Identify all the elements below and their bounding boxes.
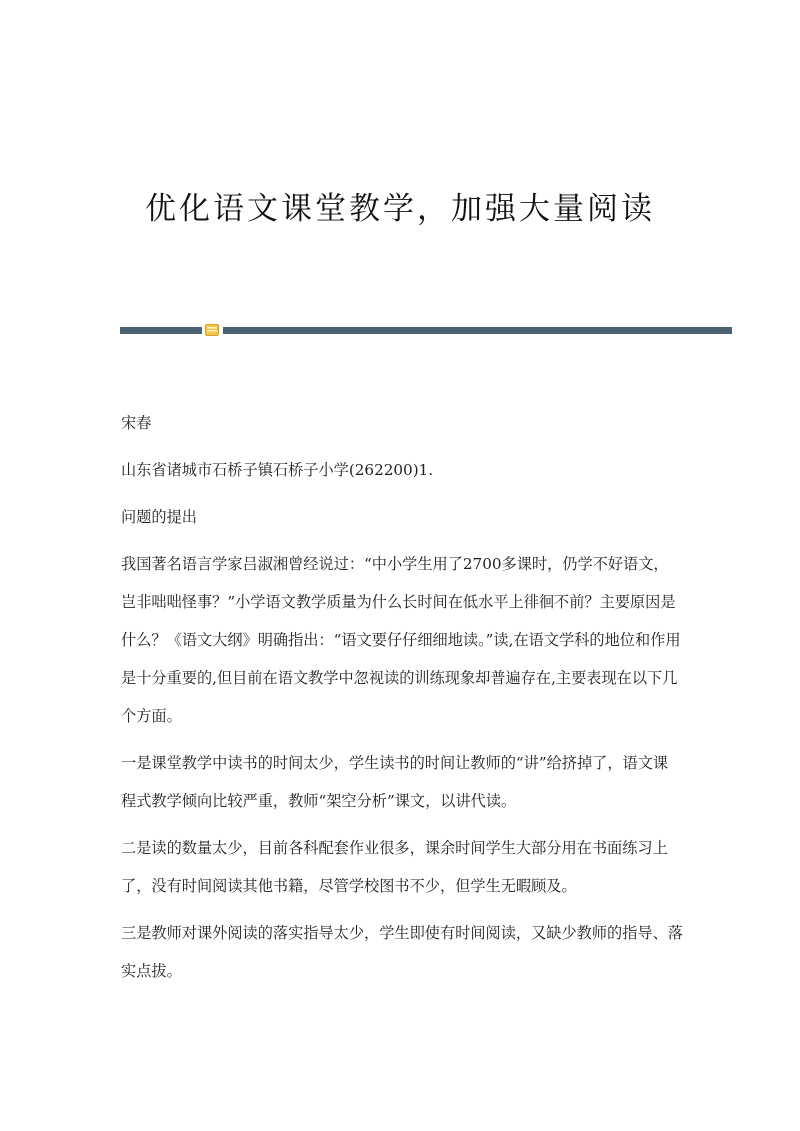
- paragraph: 二是读的数量太少，目前各科配套作业很多，课余时间学生大部分用在书面练习上了，没有时间阅读其他书籍，尽管学校图书不少，但学生无暇顾及。: [121, 839, 668, 895]
- author-name: 宋春: [121, 414, 152, 432]
- article-body: [121, 404, 683, 990]
- divider-left-bar: [120, 327, 202, 334]
- title-divider: [120, 323, 732, 337]
- envelope-icon: [205, 324, 219, 336]
- paragraph: 三是教师对课外阅读的落实指导太少，学生即使有时间阅读，又缺少教师的指导、落实点拔。: [121, 924, 683, 980]
- paragraph: 我国著名语言学家吕淑湘曾经说过：“中小学生用了2700多课时，仍学不好语文，岂非咄咄怪事？”小学语文教学质量为什么长时间在低水平上徘徊不前？主要原因是什么？《语文大纲》明确指出：“语文要仔仔细细地读。”读,在语文学科的地位和作用是十分重要的,但目前在语文教学中忽视读的训练现象却普遍存在,主要表现在以下几个方面。: [121, 555, 681, 725]
- paragraph: 一是课堂教学中读书的时间太少，学生读书的时间让教师的“讲”给挤掉了，语文课程式教学倾向比较严重，教师“架空分析”课文，以讲代读。: [121, 754, 669, 810]
- page-title: 优化语文课堂教学，加强大量阅读: [145, 191, 655, 227]
- author-affiliation: 山东省诸城市石桥子镇石桥子小学(262200)1.: [121, 461, 434, 479]
- section-heading: 问题的提出: [121, 508, 197, 526]
- divider-right-bar: [223, 327, 732, 334]
